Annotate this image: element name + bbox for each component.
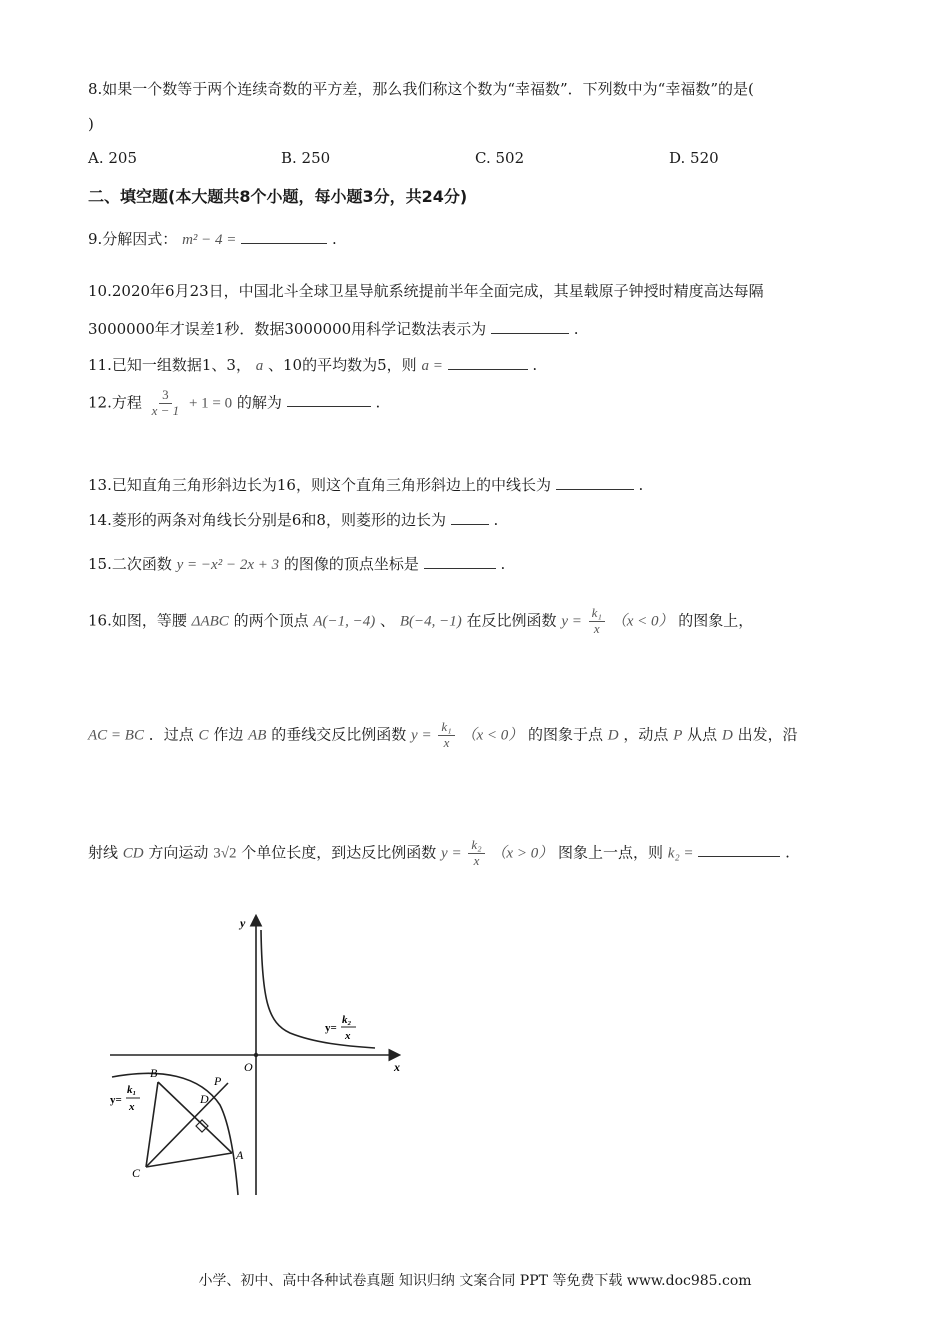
q8-option-d: D. 520 [669, 149, 719, 167]
q16-l2-k1: k₁ [438, 720, 454, 736]
q12-rest: + 1 = 0 [188, 395, 233, 412]
point-d-label: D [200, 1092, 209, 1106]
q16-line2 [88, 720, 798, 751]
q12-end: . [375, 393, 381, 412]
q16-l1-mid: 的两个顶点 [233, 611, 309, 630]
q13-text: 13.已知直角三角形斜边长为16，则这个直角三角形斜边上的中线长为 [88, 476, 551, 494]
q16-l3-k2-fraction [468, 838, 484, 869]
q16-l2-c-text: 的垂线交反比例函数 [271, 725, 407, 744]
q13 [88, 474, 643, 495]
q16-point-b: B(−4, −1) [399, 613, 462, 630]
q12-denominator: x − 1 [151, 402, 180, 418]
q16-l3-d: 图象上一点，则 [557, 843, 663, 862]
q16-point-a: A(−1, −4) [313, 613, 376, 630]
k2-label-den: x [345, 1030, 351, 1042]
q8-stem-line1: 8.如果一个数等于两个连续奇数的平方差，那么我们称这个数为“幸福数”．下列数中为“幸福数”的是( [88, 80, 754, 98]
k1-label-y: y= [110, 1094, 122, 1106]
q16-l1-k1: k₁ [589, 606, 605, 622]
q9 [88, 228, 337, 249]
q12-fraction [149, 388, 183, 419]
q16-l1-x: x [593, 620, 600, 636]
q13-end: . [638, 476, 644, 494]
page-footer: 小学、初中、高中各种试卷真题 知识归纳 文案合同 PPT 等免费下载 www.doc985.com [198, 1273, 752, 1289]
q11-answer-blank[interactable] [448, 355, 528, 370]
q11 [88, 354, 537, 375]
point-p-label: P [214, 1074, 222, 1088]
q8-option-a: A. 205 [88, 149, 137, 167]
q15 [88, 553, 505, 574]
q16-l3-k2-eq: k₂ = [667, 845, 694, 862]
point-c-label: C [132, 1166, 141, 1180]
q12-suffix: 的解为 [236, 393, 282, 412]
q8-option-b: B. 250 [281, 149, 331, 167]
k2-label-y: y= [325, 1022, 337, 1034]
y-axis-label: y [240, 916, 246, 930]
q16-l3-c: 个单位长度，到达反比例函数 [241, 843, 437, 862]
q9-answer-blank[interactable] [241, 229, 327, 244]
q16-l3-cond: （x > 0） [491, 845, 554, 862]
q16-l2-ab: AB [248, 727, 267, 744]
q12 [88, 388, 380, 419]
q16-l2-x: x [443, 734, 450, 750]
q16-l2-cond: （x < 0） [461, 727, 524, 744]
q15-expression: y = −x² − 2x + 3 [176, 557, 280, 573]
q9-end: . [331, 230, 337, 248]
q12-numerator: 3 [159, 388, 172, 404]
q16-l2-y-eq: y = [411, 727, 432, 744]
q16-l2-b: 作边 [213, 725, 244, 744]
x-axis-label: x [394, 1060, 400, 1074]
q16-l3-a: 射线 [88, 843, 119, 862]
q16-l2-point-p: P [673, 727, 683, 744]
section-heading: 二、填空题(本大题共8个小题，每小题3分，共24分) [88, 187, 468, 206]
q13-answer-blank[interactable] [556, 475, 634, 490]
q16-l3-length: 3√2 [213, 845, 237, 862]
q11-middle: 、10的平均数为5，则 [268, 356, 417, 374]
q16-ac-eq-bc: AC = BC [88, 727, 144, 744]
origin-label: O [244, 1060, 253, 1074]
q16-l2-d: 的图象于点 [528, 725, 604, 744]
q10-end: . [573, 320, 579, 338]
q16-l2-e: ，动点 [623, 725, 669, 744]
q15-answer-blank[interactable] [424, 554, 496, 569]
q8-option-c: C. 502 [475, 149, 525, 167]
q12-prefix: 12.方程 [88, 393, 142, 412]
q10-text: 3000000年才误差1秒．数据3000000用科学记数法表示为 [88, 320, 487, 338]
q16-l1-sep: 、 [380, 611, 396, 630]
q11-var-a: a [255, 358, 264, 374]
q16-l2-a: ．过点 [148, 725, 194, 744]
q16-l1-end: 的图象上， [678, 611, 754, 630]
segment-ca [146, 1153, 232, 1167]
point-a-label: A [236, 1148, 244, 1162]
point-b-label: B [150, 1066, 158, 1080]
q16-l2-point-d: D [607, 727, 619, 744]
q16-l3-k2: k₂ [468, 838, 484, 854]
k2-curve [261, 930, 375, 1048]
q11-end: . [532, 356, 538, 374]
q9-prefix: 9.分解因式： [88, 230, 178, 248]
q8-stem-line2: ) [88, 115, 94, 133]
q16-triangle: ΔABC [191, 613, 229, 630]
q14 [88, 509, 498, 530]
q16-answer-blank[interactable] [698, 842, 780, 857]
q16-l3-cd: CD [122, 845, 144, 862]
q16-figure [100, 905, 420, 1205]
q15-suffix: 的图像的顶点坐标是 [283, 555, 419, 573]
q16-l1-in: 在反比例函数 [466, 611, 557, 630]
q15-end: . [500, 555, 506, 573]
q10-line2 [88, 318, 579, 339]
segment-cb [146, 1082, 158, 1167]
k1-label-den: x [129, 1101, 135, 1113]
q16-line3 [88, 838, 790, 869]
q16-l2-g: 出发，沿 [737, 725, 798, 744]
q16-l3-x: x [473, 852, 480, 868]
q10-line1: 10.2020年6月23日，中国北斗全球卫星导航系统提前半年全面完成，其星载原子钟授时精度高达每隔 [88, 282, 764, 300]
q15-prefix: 15.二次函数 [88, 555, 172, 573]
q16-l1-y-eq: y = [561, 613, 582, 630]
q14-text: 14.菱形的两条对角线长分别是6和8，则菱形的边长为 [88, 511, 446, 529]
q16-l1-prefix: 16.如图，等腰 [88, 611, 187, 630]
q16-line1 [88, 606, 753, 637]
q14-answer-blank[interactable] [451, 510, 489, 525]
origin-point [254, 1053, 258, 1057]
k1-label-num: k₁ [127, 1084, 137, 1096]
q16-l1-cond: （x < 0） [611, 613, 674, 630]
q14-end: . [493, 511, 499, 529]
q16-l2-point-d2: D [721, 727, 733, 744]
q16-end: . [785, 843, 790, 862]
q12-answer-blank[interactable] [287, 392, 371, 407]
q10-answer-blank[interactable] [491, 319, 569, 334]
q16-l2-f: 从点 [687, 725, 718, 744]
q16-l3-b: 方向运动 [148, 843, 209, 862]
right-angle-mark [196, 1120, 208, 1132]
q9-expression: m² − 4 = [182, 232, 237, 248]
q11-prefix: 11.已知一组数据1、3， [88, 356, 251, 374]
q16-l2-c: C [198, 727, 209, 744]
q11-var-a-eq: a = [421, 358, 443, 374]
ray-cp [146, 1083, 228, 1167]
q16-l3-y-eq: y = [441, 845, 462, 862]
q16-l2-k1-fraction [438, 720, 454, 751]
k2-label-num: k₂ [342, 1014, 352, 1026]
q16-l1-k1-fraction [589, 606, 605, 637]
